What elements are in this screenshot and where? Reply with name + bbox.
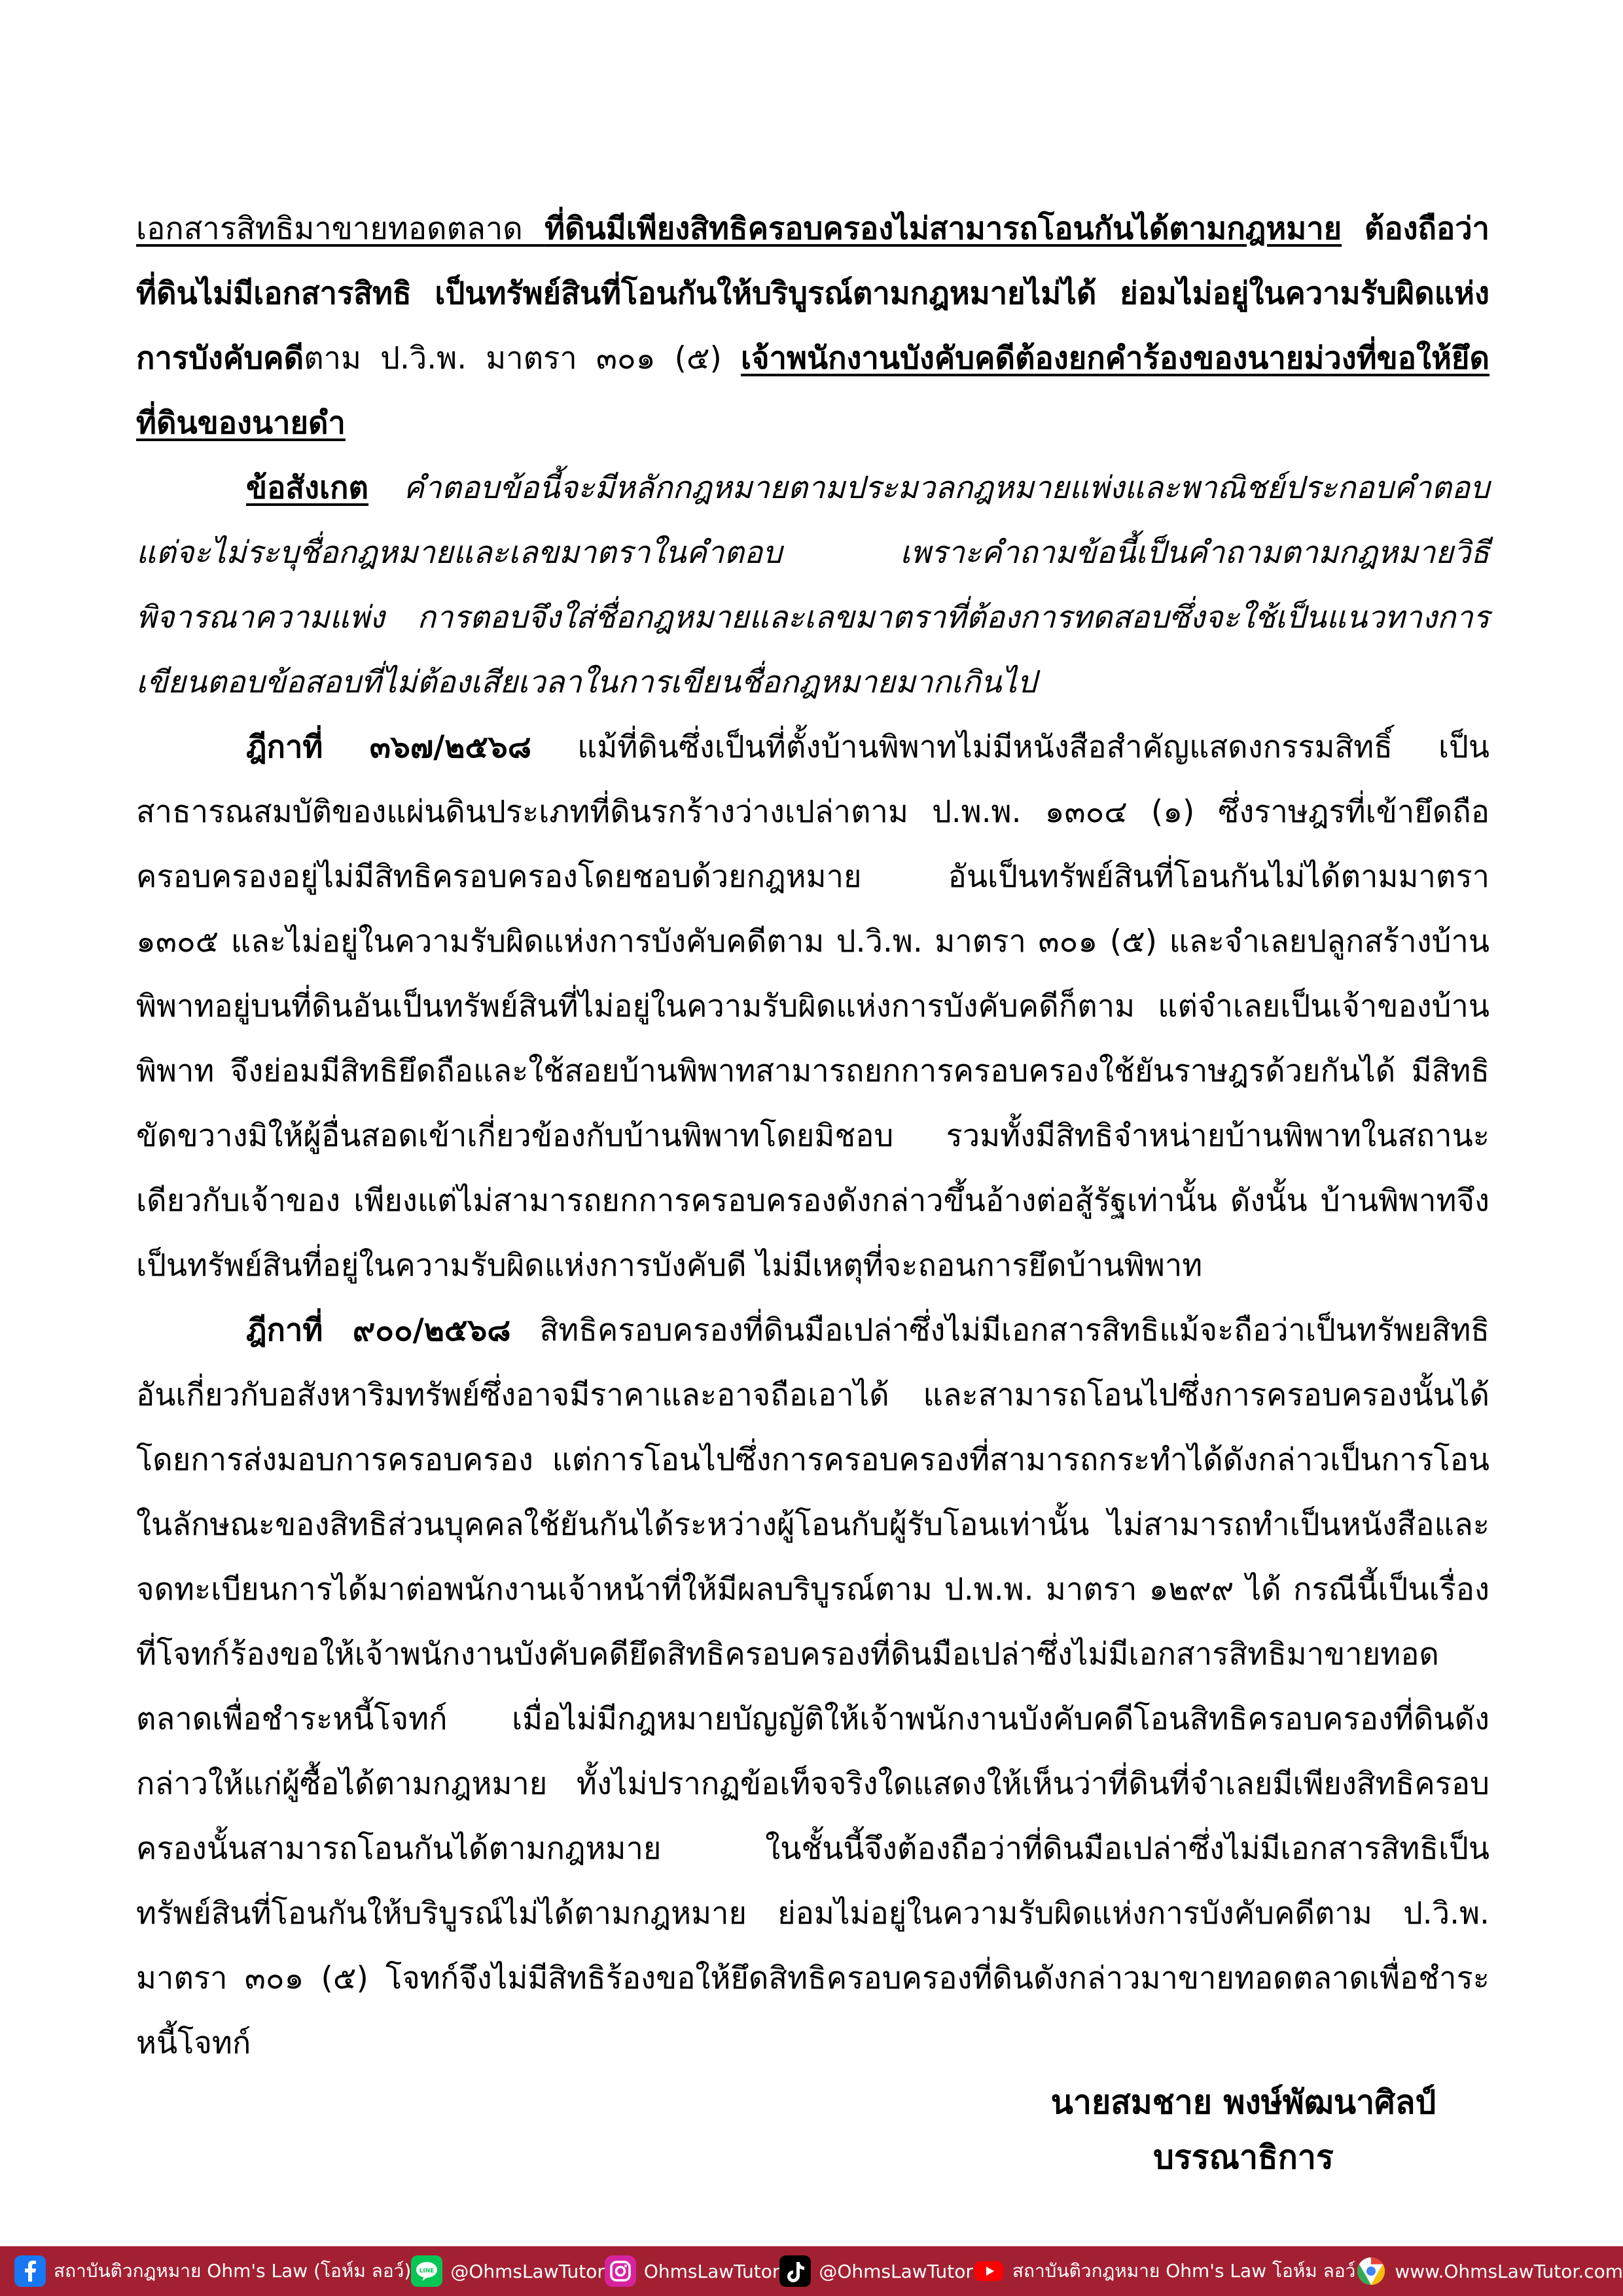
paragraph-answer — [136, 196, 1489, 456]
observation-heading: ข้อสังเกต — [246, 470, 369, 506]
editor-name: นายสมชาย พงษ์พัฒนาศิลป์ — [1050, 2083, 1436, 2121]
footer-tiktok-text: @OhmsLawTutor — [819, 2260, 973, 2282]
footer-website-text: www.OhmsLawTutor.com — [1395, 2260, 1623, 2282]
footer-bar — [0, 2246, 1623, 2296]
footer-facebook-link[interactable] — [14, 2255, 411, 2287]
text-span: ต้องถือว่าที่ดินไม่มีเอกสารสิทธิ เป็นทรัพย์สินที่โอนกันให้บริบูรณ์ตามกฎหมายไม่ได้ ย่อมไม่อยู่ในความรับผิดแห่งการบังคับคดี — [136, 211, 1489, 376]
tiktok-icon — [779, 2255, 811, 2287]
dika-heading: ฎีกาที่ ๙๐๐/๒๕๖๘ — [246, 1312, 511, 1348]
footer-instagram-text: OhmsLawTutor — [643, 2260, 780, 2282]
paragraph-dika-900 — [136, 1298, 1489, 2075]
paragraph-observation — [136, 456, 1489, 715]
paragraph-dika-367 — [136, 715, 1489, 1298]
footer-instagram-link[interactable] — [605, 2255, 780, 2287]
svg-text:LINE: LINE — [419, 2268, 435, 2274]
footer-line-text: @OhmsLawTutor — [450, 2260, 605, 2282]
footer-youtube-link[interactable] — [973, 2255, 1355, 2287]
text-span: เจ้าพนักงานบังคับคดีต้องยกคำร้องของนายม่วงที่ขอให้ยึดที่ดินของนายดำ — [136, 340, 1489, 441]
facebook-icon — [14, 2255, 46, 2287]
line-icon — [411, 2255, 442, 2287]
footer-tiktok-link[interactable] — [779, 2255, 973, 2287]
text-span: สิทธิครอบครองที่ดินมือเปล่าซึ่งไม่มีเอกสารสิทธิแม้จะถือว่าเป็นทรัพยสิทธิอันเกี่ยวกับอสังหาริมทรัพย์ซึ่งอาจมีราคาและอาจถือเอาได้ และสามารถโอนไปซึ่งการครอบครองนั้นได้โดยการส่งมอบการครอบครอง แต่การโอนไปซึ่งการครอบครองที่สามารถกระทำได้ดังกล่าวเป็นการโอนในลักษณะของสิทธิส่วนบุคคลใช้ยันกันได้ระหว่างผู้โอนกับผู้รับโอนเท่านั้น ไม่สามารถทำเป็นหนังสือและจดทะเบียนการได้มาต่อพนักงานเจ้าหน้าที่ให้มีผลบริบูรณ์ตาม ป.พ.พ. มาตรา ๑๒๙๙ ได้ กรณีนี้เป็นเรื่องที่โจทก์ร้องขอให้เจ้าพนักงานบังคับคดียึดสิทธิครอบครองที่ดินมือเปล่าซึ่งไม่มีเอกสารสิทธิมาขายทอดตลาดเพื่อชำระหนี้โจทก์ เมื่อไม่มีกฎหมายบัญญัติให้เจ้าพนักงานบังคับคดีโอนสิทธิครอบครองที่ดินดังกล่าวให้แก่ผู้ซื้อได้ตามกฎหมาย ทั้งไม่ปรากฏข้อเท็จจริงใดแสดงให้เห็นว่าที่ดินที่จำเลยมีเพียงสิทธิครอบครองนั้นสามารถโอนกันได้ตามกฎหมาย ในชั้นนี้จึงต้องถือว่าที่ดินมือเปล่าซึ่งไม่มีเอกสารสิทธิเป็นทรัพย์สินที่โอนกันให้บริบูรณ์ไม่ได้ตามกฎหมาย ย่อมไม่อยู่ในความรับผิดแห่งการบังคับคดีตาม ป.วิ.พ. มาตรา ๓๐๑ (๕) โจทก์จึงไม่มีสิทธิร้องขอให้ยึดสิทธิครอบครองที่ดินดังกล่าวมาขายทอดตลาดเพื่อชำระหนี้โจทก์ — [136, 1312, 1489, 2061]
instagram-icon — [605, 2255, 636, 2287]
document-body — [136, 196, 1489, 2075]
footer-youtube-text: สถาบันติวกฎหมาย Ohm's Law โอห์ม ลอว์ — [1012, 2260, 1356, 2282]
text-span: เอกสารสิทธิมาขายทอดตลาด — [136, 211, 545, 247]
text-span: ตาม ป.วิ.พ. มาตรา ๓๐๑ (๕) — [304, 340, 741, 376]
youtube-icon — [973, 2255, 1005, 2287]
chrome-icon — [1355, 2255, 1387, 2287]
text-span: ที่ดินมีเพียงสิทธิครอบครองไม่สามารถโอนกันได้ตามกฎหมาย — [544, 211, 1342, 247]
footer-facebook-text: สถาบันติวกฎหมาย Ohm's Law (โอห์ม ลอว์) — [54, 2260, 412, 2282]
text-span: แม้ที่ดินซึ่งเป็นที่ตั้งบ้านพิพาทไม่มีหนังสือสำคัญแสดงกรรมสิทธิ์ เป็นสาธารณสมบัติของแผ่นดินประเภทที่ดินรกร้างว่างเปล่าตาม ป.พ.พ. ๑๓๐๔ (๑) ซึ่งราษฎรที่เข้ายึดถือครอบครองอยู่ไม่มีสิทธิครอบครองโดยชอบด้วยกฎหมาย อันเป็นทรัพย์สินที่โอนกันไม่ได้ตามมาตรา ๑๓๐๕ และไม่อยู่ในความรับผิดแห่งการบังคับคดีตาม ป.วิ.พ. มาตรา ๓๐๑ (๕) และจำเลยปลูกสร้างบ้านพิพาทอยู่บนที่ดินอันเป็นทรัพย์สินที่ไม่อยู่ในความรับผิดแห่งการบังคับคดีก็ตาม แต่จำเลยเป็นเจ้าของบ้านพิพาท จึงย่อมมีสิทธิยึดถือและใช้สอยบ้านพิพาทสามารถยกการครอบครองใช้ยันราษฎรด้วยกันได้ มีสิทธิขัดขวางมิให้ผู้อื่นสอดเข้าเกี่ยวข้องกับบ้านพิพาทโดยมิชอบ รวมทั้งมีสิทธิจำหน่ายบ้านพิพาทในสถานะเดียวกับเจ้าของ เพียงแต่ไม่สามารถยกการครอบครองดังกล่าวขึ้นอ้างต่อสู้รัฐเท่านั้น ดังนั้น บ้านพิพาทจึงเป็นทรัพย์สินที่อยู่ในความรับผิดแห่งการบังคับดี ไม่มีเหตุที่จะถอนการยึดบ้านพิพาท — [136, 729, 1489, 1283]
footer-website-link[interactable] — [1355, 2255, 1623, 2287]
dika-heading: ฎีกาที่ ๓๖๗/๒๕๖๘ — [246, 729, 532, 765]
signature-block — [1008, 2075, 1479, 2185]
text-span: คำตอบข้อนี้จะมีหลักกฎหมายตามประมวลกฎหมายแพ่งและพาณิชย์ประกอบคำตอบ แต่จะไม่ระบุชื่อกฎหมายและเลขมาตราในคำตอบ เพราะคำถามข้อนี้เป็นคำถามตามกฎหมายวิธีพิจารณาความแพ่ง การตอบจึงใส่ชื่อกฎหมายและเลขมาตราที่ต้องการทดสอบซึ่งจะใช้เป็นแนวทางการเขียนตอบข้อสอบที่ไม่ต้องเสียเวลาในการเขียนชื่อกฎหมายมากเกินไป — [136, 470, 1489, 700]
editor-title: บรรณาธิการ — [1153, 2138, 1334, 2176]
footer-line-link[interactable] — [411, 2255, 605, 2287]
